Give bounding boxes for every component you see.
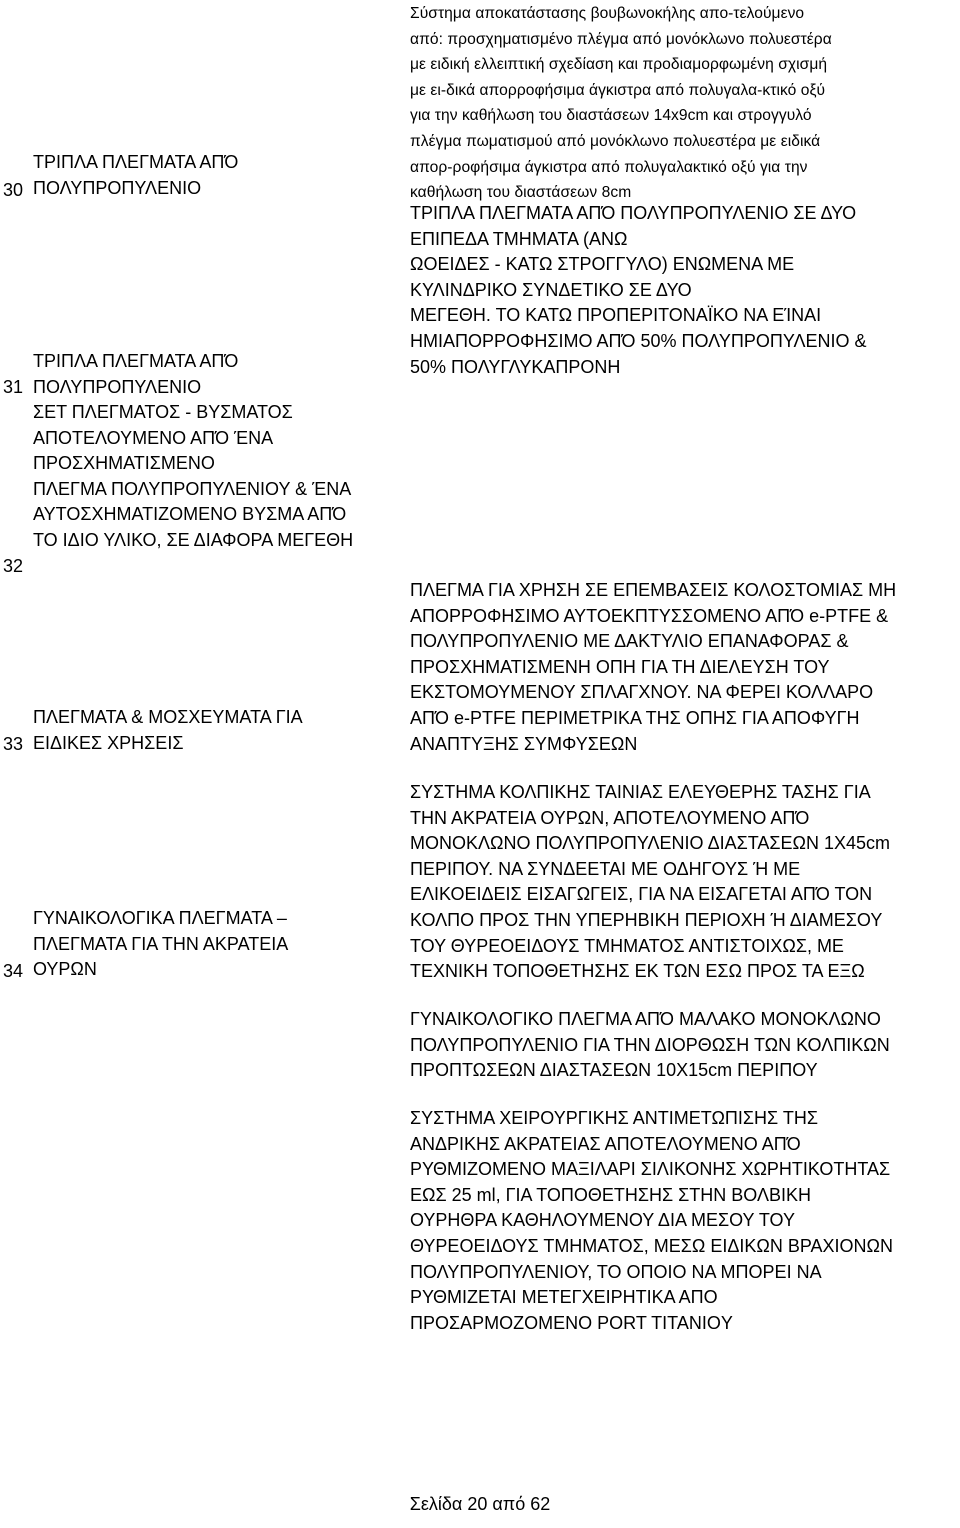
- item-description: ΠΛΕΓΜΑ ΓΙΑ ΧΡΗΣΗ ΣΕ ΕΠΕΜΒΑΣΕΙΣ ΚΟΛΟΣΤΟΜΙΑΣ ΜΗ ΑΠΟΡΡΟΦΗΣΙΜΟ ΑΥΤΟΕΚΠΤΥΣΣΟΜΕΝΟ ΑΠΌ e-PTFE & ΠΟΛΥΠΡΟΠΥΛΕΝΙΟ ΜΕ ΔΑΚΤΥΛΙΟ ΕΠΑΝΑΦΟΡΑΣ & ΠΡΟΣΧΗΜΑΤΙΣΜΕΝΗ ΟΠΗ ΓΙΑ ΤΗ ΔΙΕΛΕΥΣΗ ΤΟΥ ΕΚΣΤΟΜΟΥΜΕΝΟΥ ΣΠΛΑΓΧΝΟΥ. ΝΑ ΦΕΡΕΙ ΚΟΛΛΑΡΟ ΑΠΌ e-PTFE ΠΕΡΙΜΕΤΡΙΚΑ ΤΗΣ ΟΠΗΣ ΓΙΑ ΑΠΟΦΥΓΗ ΑΝΑΠΤΥΞΗΣ ΣΥΜΦΥΣΕΩΝ: [410, 580, 897, 754]
- item-number: 30: [3, 180, 24, 200]
- item-description: ΣΥΣΤΗΜΑ ΧΕΙΡΟΥΡΓΙΚΗΣ ΑΝΤΙΜΕΤΩΠΙΣΗΣ ΤΗΣ ΑΝΔΡΙΚΗΣ ΑΚΡΑΤΕΙΑΣ ΑΠΟΤΕΛΟΥΜΕΝΟ ΑΠΌ ΡΥΘΜΙΖΟΜΕΝΟ ΜΑΞΙΛΑΡΙ ΣΙΛΙΚΟΝΗΣ ΧΩΡΗΤΙΚΟΤΗΤΑΣ ΕΩΣ 25 ml, ΓΙΑ ΤΟΠΟΘΕΤΗΣΗΣ ΣΤΗΝ ΒΟΛΒΙΚΗ ΟΥΡΗΘΡΑ ΚΑΘΗΛΟΥΜΕΝΟΥ ΔΙΑ ΜΕΣΟΥ ΤΟΥ ΘΥΡΕΟΕΙΔΟΥΣ ΤΜΗΜΑΤΟΣ, ΜΕΣΩ ΕΙΔΙΚΩΝ ΒΡΑΧΙΟΝΩΝ ΠΟΛΥΠΡΟΠΥΛΕΝΙΟΥ, ΤΟ ΟΠΟΙΟ ΝΑ ΜΠΟΡΕΙ ΝΑ ΡΥΘΜΙΖΕΤΑΙ ΜΕΤΕΓΧΕΙΡΗΤΙΚΑ ΑΠΟ ΠΡΟΣΑΡΜΟΖΟΜΕΝΟ PORT TITANIOY: [410, 1108, 893, 1333]
- item-number: 32: [3, 556, 24, 576]
- page-number-footer: Σελίδα 20 από 62: [409, 1494, 551, 1514]
- item-number: 34: [3, 961, 24, 981]
- item-description: ΤΡΙΠΛΑ ΠΛΕΓΜΑΤΑ ΑΠΌ ΠΟΛΥΠΡΟΠΥΛΕΝΙΟ ΣΕ ΔΥΟ ΕΠΙΠΕΔΑ ΤΜΗΜΑΤΑ (ΑΝΩ ΩΟΕΙΔΕΣ - ΚΑΤΩ ΣΤΡΟΓΓΥΛΟ) ΕΝΩΜΕΝΑ ΜΕ ΚΥΛΙΝΔΡΙΚΟ ΣΥΝΔΕΤΙΚΟ ΣΕ ΔΥΟ ΜΕΓΕΘΗ. ΤΟ ΚΑΤΩ ΠΡΟΠΕΡΙΤΟΝΑΪΚΟ ΝΑ ΕΊΝΑΙ ΗΜΙΑΠΟΡΡΟΦΗΣΙΜΟ ΑΠΌ 50% ΠΟΛΥΠΡΟΠΥΛΕΝΙΟ & 50% ΠΟΛΥΓΛΥΚΑΠΡΟΝΗ: [410, 203, 867, 377]
- item-number: 33: [3, 734, 24, 754]
- item-description: ΣΥΣΤΗΜΑ ΚΟΛΠΙΚΗΣ ΤΑΙΝΙΑΣ ΕΛΕΥΘΕΡΗΣ ΤΑΣΗΣ ΓΙΑ ΤΗΝ ΑΚΡΑΤΕΙΑ ΟΥΡΩΝ, ΑΠΟΤΕΛΟΥΜΕΝΟ ΑΠΌ ΜΟΝΟΚΛΩΝΟ ΠΟΛΥΠΡΟΠΥΛΕΝΙΟ ΔΙΑΣΤΑΣΕΩΝ 1Χ45cm ΠΕΡΙΠΟΥ. ΝΑ ΣΥΝΔΕΕΤΑΙ ΜΕ ΟΔΗΓΟΥΣ Ή ΜΕ ΕΛΙΚΟΕΙΔΕΙΣ ΕΙΣΑΓΩΓΕΙΣ, ΓΙΑ ΝΑ ΕΙΣΑΓΕΤΑΙ ΑΠΌ ΤΟΝ ΚΟΛΠΟ ΠΡΟΣ ΤΗΝ ΥΠΕΡΗΒΙΚΗ ΠΕΡΙΟΧΗ Ή ΔΙΑΜΕΣΟΥ ΤΟΥ ΘΥΡΕΟΕΙΔΟΥΣ ΤΜΗΜΑΤΟΣ ΑΝΤΙΣΤΟΙΧΩΣ, ΜΕ ΤΕΧΝΙΚΗ ΤΟΠΟΘΕΤΗΣΗΣ ΕΚ ΤΩΝ ΕΣΩ ΠΡΟΣ ΤΑ ΕΞΩ: [410, 782, 891, 982]
- item-category: ΓΥΝΑΙΚΟΛΟΓΙΚΑ ΠΛΕΓΜΑΤΑ – ΠΛΕΓΜΑΤΑ ΓΙΑ ΤΗΝ ΑΚΡΑΤΕΙΑ ΟΥΡΩΝ: [33, 908, 289, 979]
- item-number: 31: [3, 377, 24, 397]
- item-description: ΓΥΝΑΙΚΟΛΟΓΙΚΟ ΠΛΕΓΜΑ ΑΠΌ ΜΑΛΑΚΟ ΜΟΝΟΚΛΩΝΟ ΠΟΛΥΠΡΟΠΥΛΕΝΙΟ ΓΙΑ ΤΗΝ ΔΙΟΡΘΩΣΗ ΤΩΝ ΚΟΛΠΙΚΩΝ ΠΡΟΠΤΩΣΕΩΝ ΔΙΑΣΤΑΣΕΩΝ 10Χ15cm ΠΕΡΙΠΟΥ: [410, 1009, 890, 1081]
- item-category: ΠΛΕΓΜΑΤΑ & ΜΟΣΧΕΥΜΑΤΑ ΓΙΑ ΕΙΔΙΚΕΣ ΧΡΗΣΕΙΣ: [33, 707, 303, 753]
- item-category: ΣΕΤ ΠΛΕΓΜΑΤΟΣ - ΒΥΣΜΑΤΟΣ ΑΠΟΤΕΛΟΥΜΕΝΟ ΑΠΌ ΈΝΑ ΠΡΟΣΧΗΜΑΤΙΣΜΕΝΟ ΠΛΕΓΜΑ ΠΟΛΥΠΡΟΠΥΛΕΝΙΟΥ & ΈΝΑ ΑΥΤΟΣΧΗΜΑΤΙΖΟΜΕΝΟ ΒΥΣΜΑ ΑΠΌ ΤΟ ΙΔΙΟ ΥΛΙΚΟ, ΣΕ ΔΙΑΦΟΡΑ ΜΕΓΕΘΗ: [33, 402, 354, 550]
- item-description-intro: Σύστημα αποκατάστασης βουβωνοκήλης απο-τελούμενο από: προσχηματισμένο πλέγμα από μονόκλωνο πολυεστέρα με ειδική ελλειπτική σχεδίαση και προδιαμορφωμένη σχισμή με ει-δικά απορροφήσιμα άγκιστρα από πολυγαλα-κτικό οξύ για την καθήλωση του διαστάσεων 14x9cm και στρογγυλό πλέγμα πωματισμού από μονόκλωνο πολυεστέρα με ειδικά απορ-ροφήσιμα άγκιστρα από πολυγαλακτικό οξύ για την καθήλωση του διαστάσεων 8cm: [410, 5, 832, 202]
- item-category: ΤΡΙΠΛΑ ΠΛΕΓΜΑΤΑ ΑΠΌ ΠΟΛΥΠΡΟΠΥΛΕΝΙΟ: [33, 152, 239, 198]
- item-category: ΤΡΙΠΛΑ ΠΛΕΓΜΑΤΑ ΑΠΌ ΠΟΛΥΠΡΟΠΥΛΕΝΙΟ: [33, 351, 239, 397]
